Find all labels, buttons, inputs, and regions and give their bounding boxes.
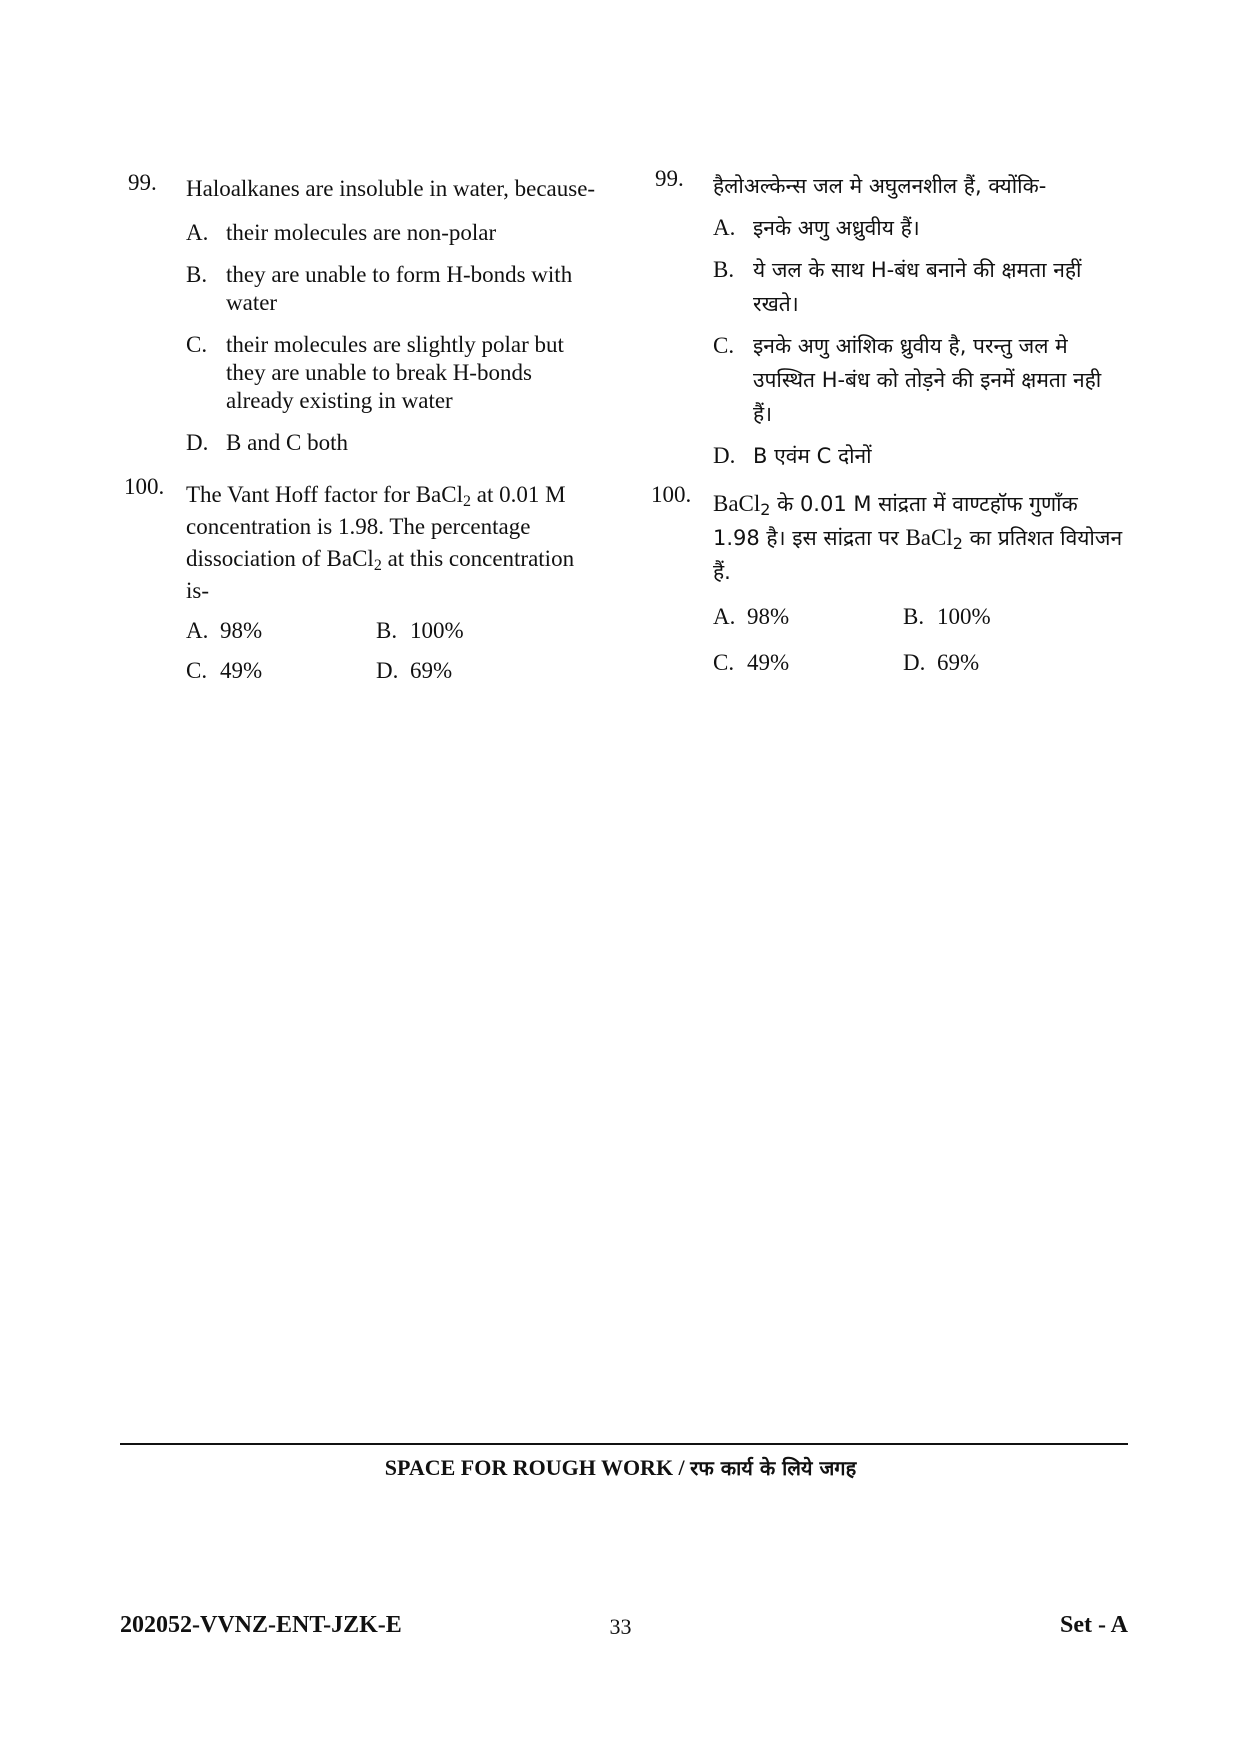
question-99-en [128,170,598,457]
option-label: C. [186,332,208,357]
question-text: हैलोअल्केन्स जल मे अघुलनशील हैं, क्योंकि- [713,174,1047,198]
option-text: इनके अणु आंशिक ध्रुवीय है, परन्तु जल मे उपस्थित H-बंध को तोड़ने की इनमें क्षमता नही हैं। [753,334,1102,426]
english-column [124,170,598,685]
question-number: 99. [655,166,684,191]
formula-bacl2: BaCl [326,546,374,571]
option-text: B एवंम C दोनों [753,444,872,468]
option-d [713,439,1125,473]
formula-bacl2: BaCl [905,525,953,550]
option-b [186,261,598,317]
option-a: A. 98% [713,604,790,629]
options-grid [186,617,598,685]
question-number: 100. [651,482,692,507]
option-c [186,331,598,415]
rough-work-heading: SPACE FOR ROUGH WORK / रफ कार्य के लिये जगह [384,1455,857,1480]
option-d [186,429,598,457]
set-label: Set - A [1060,1612,1128,1638]
option-a [186,219,598,247]
rough-work-divider [120,1443,1128,1445]
option-d: D. 69% [376,658,453,683]
option-text: इनके अणु अध्रुवीय हैं। [753,216,920,240]
question-text: Haloalkanes are insoluble in water, because- [186,176,596,201]
option-text: their molecules are non-polar [226,220,497,245]
option-label: B. [713,257,735,282]
option-label: A. [713,215,736,240]
option-c: C. 49% [186,658,263,683]
question-number: 100. [124,474,165,499]
option-text: ये जल के साथ H-बंध बनाने की क्षमता नहीं रखते। [753,258,1082,316]
option-label: A. [186,220,209,245]
option-b [713,253,1125,321]
option-text: B and C both [226,430,349,455]
question-number: 99. [128,170,157,195]
option-label: D. [186,430,209,455]
page-number: 33 [609,1614,632,1639]
option-label: B. [186,262,208,287]
paper-code: 202052-VVNZ-ENT-JZK-E [120,1612,402,1638]
option-a [713,211,1125,245]
option-b: B. 100% [903,604,991,629]
question-100-hi [651,482,1125,677]
option-c: C. 49% [713,650,790,675]
option-b: B. 100% [376,618,464,643]
options-grid [713,603,1125,677]
option-c [713,329,1125,431]
option-d: D. 69% [903,650,980,675]
option-a: A. 98% [186,618,263,643]
option-label: D. [713,443,736,468]
formula-bacl2: BaCl [415,482,463,507]
formula-bacl2: BaCl [713,491,761,516]
option-label: C. [713,333,735,358]
question-text: The Vant Hoff factor for BaCl$_2$ at 0.01 M concentration is 1.98. The percentage dissociation of BaCl$_2$ at this concentration is- [186,482,575,603]
option-text: their molecules are slightly polar but they are unable to break H-bonds already existing in water [226,332,564,413]
option-text: they are unable to form H-bonds with water [226,262,573,315]
question-100-en [124,474,598,685]
question-99-hi [655,166,1125,473]
question-text: BaCl$_2$ के 0.01 M सांद्रता में वाण्टहॉफ गुणाँक 1.98 है। इस सांद्रता पर BaCl$_2$ का प्रतिशत वियोजन हैं. [713,491,1123,584]
hindi-column [651,166,1125,677]
